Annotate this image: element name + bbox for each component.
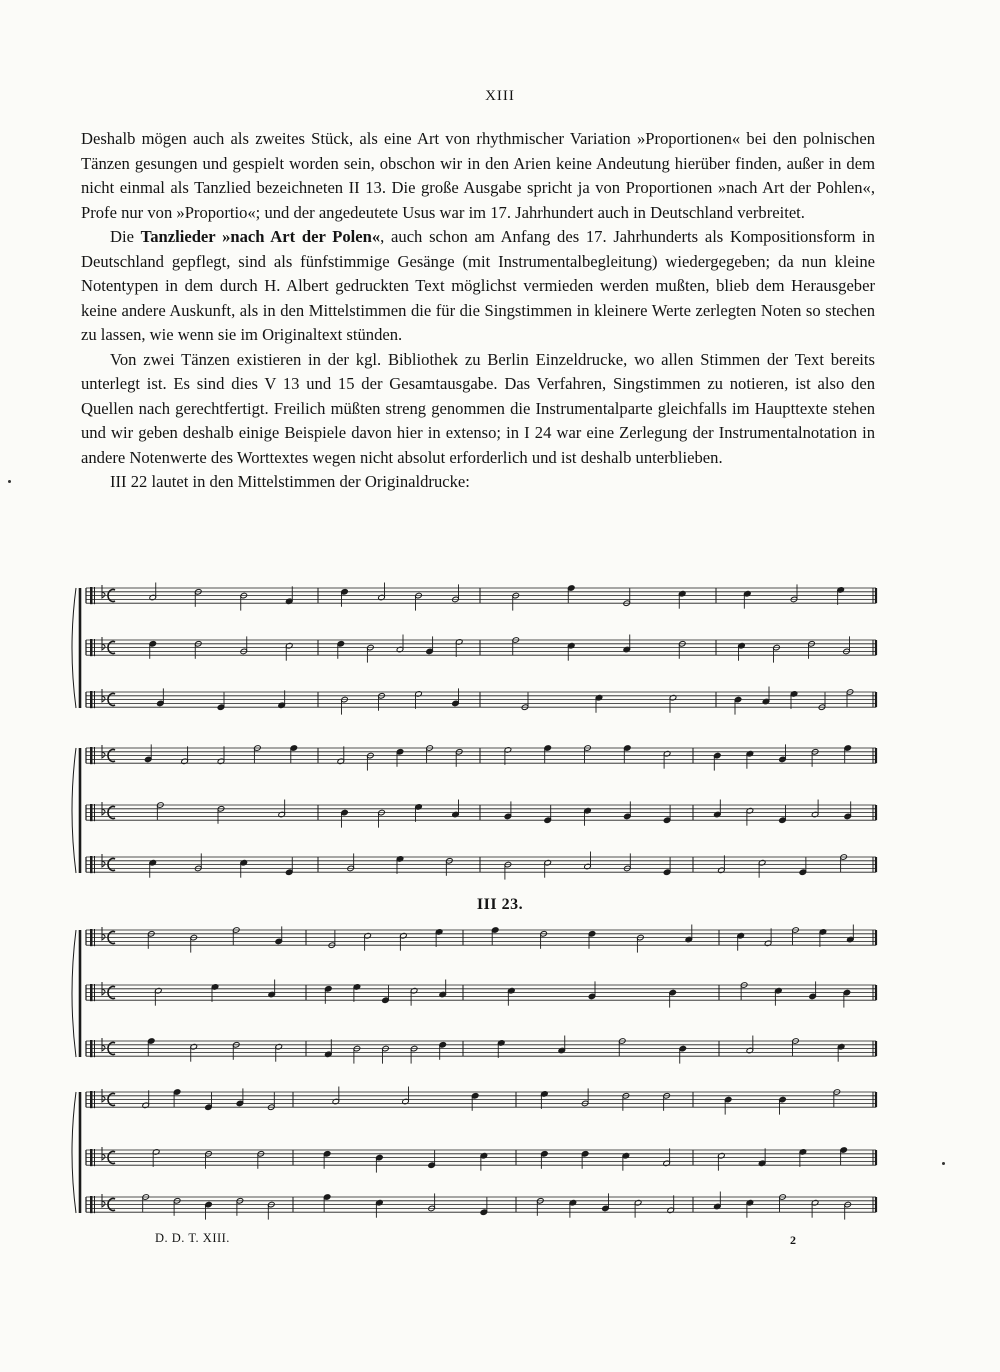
- bold-term: Tanzlieder »nach Art der Polen«: [140, 227, 381, 246]
- margin-mark: [8, 480, 11, 483]
- paragraph-1: Deshalb mögen auch als zweites Stück, als eine Art von rhythmischer Variation »Proportionen« bei den polnischen Tänzen gesungen und gespielt worden sein, obschon wir in den Arien keine Andeutung hierüber finden, außer in dem nicht einmal als Tanzlied bezeichneten II 13. Die große Ausgabe spricht ja von Proportionen »nach Art der Pohlen«, Profe nur von »Proportio«; und der angedeutete Usus war im 17. Jahrhundert auch in Deutschland verbreitet.: [81, 129, 875, 222]
- paragraph-4: III 22 lautet in den Mittelstimmen der Originaldrucke:: [110, 472, 470, 491]
- footer-sheet-number: 2: [790, 1233, 796, 1247]
- paragraph-3: Von zwei Tänzen existieren in der kgl. Bibliothek zu Berlin Einzeldrucke, wo allen Stimmen der Text bereits unterlegt ist. Es sind dies V 13 und 15 der Gesamtausgabe. Das Verfahren, Singstimmen zu notieren, ist also den Quellen nach gerechtfertigt. Freilich müßten streng genommen die Instrumentalparte gleichfalls im Haupttexte stehen und wir geben deshalb einige Beispiele davon hier in extenso; in I 24 war eine Zerlegung der Instrumentalnotation in andere Notenwerte des Worttextes wegen nicht absolut erforderlich und ist deshalb unterblieben.: [81, 349, 875, 467]
- margin-mark: [942, 1162, 945, 1165]
- musical-score-iii23: [0, 912, 1000, 1222]
- page-number: XIII: [485, 88, 515, 104]
- section-heading-iii23: III 23.: [476, 896, 524, 913]
- footer-volume: D. D. T. XIII.: [155, 1231, 230, 1245]
- paragraph-2: Die Tanzlieder »nach Art der Polen«, auch schon am Anfang des 17. Jahrhunderts als Kompositionsform in Deutschland gepflegt, sind als fünfstimmige Gesänge (mit Instrumentalbegleitung) wiedergegeben; da nun kleine Notentypen in dem durch H. Albert gedruckten Text möglichst vermieden werden mußten, blieb dem Herausgeber keine andere Auskunft, als in den Mittelstimmen die für die Singstimmen in kleinere Werte zerlegten Noten so stechen zu lassen, wie wenn sie im Originaltext stünden.: [81, 227, 875, 344]
- musical-score-iii22: [0, 570, 1000, 890]
- body-text: [81, 127, 875, 495]
